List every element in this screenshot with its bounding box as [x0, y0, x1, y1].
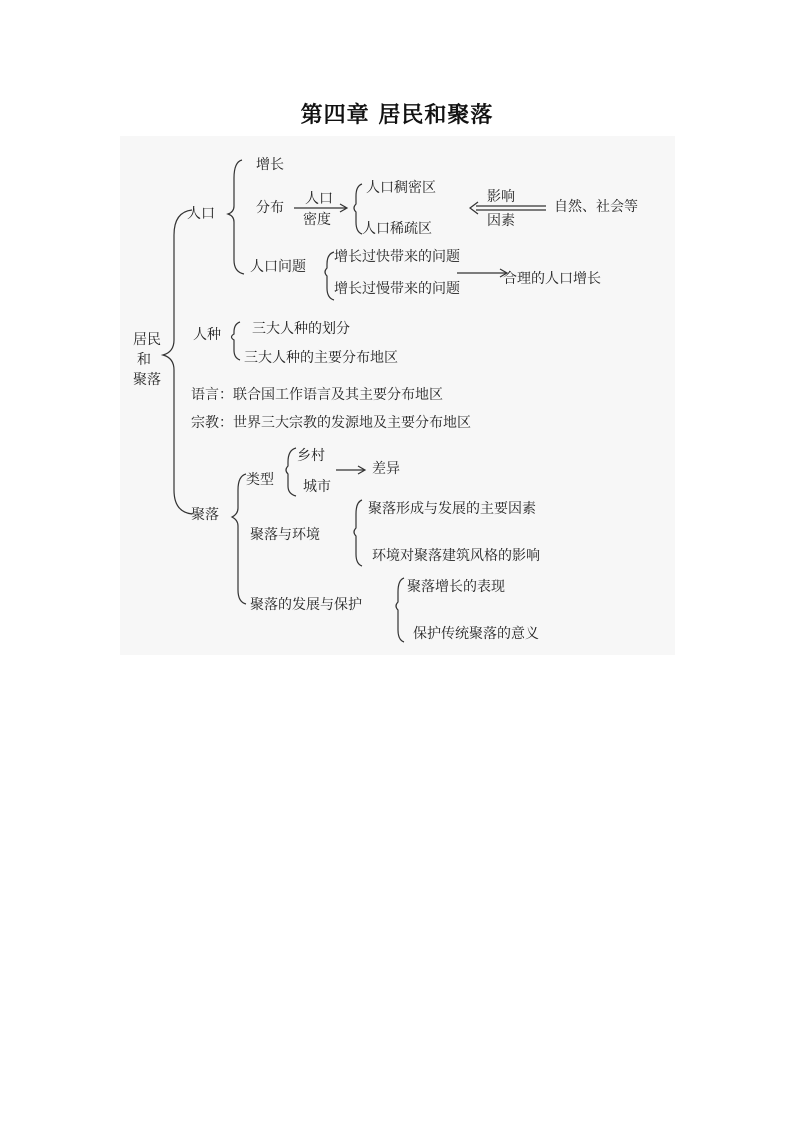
factors-bottom-label: 因素: [487, 213, 515, 229]
distribution-brace: [354, 184, 362, 234]
development-node: 聚落的发展与保护: [250, 597, 362, 613]
settlement-brace: [232, 474, 246, 604]
problem-fast-node: 增长过快带来的问题: [334, 249, 460, 265]
environment-item-2: 环境对聚落建筑风格的影响: [372, 548, 540, 564]
growth-node: 增长: [256, 157, 284, 173]
settlement-node: 聚落: [191, 507, 219, 523]
problem-slow-node: 增长过慢带来的问题: [334, 281, 460, 297]
sparse-area-node: 人口稀疏区: [362, 221, 432, 237]
page-title: 第四章 居民和聚落: [300, 103, 494, 128]
problems-brace: [325, 252, 334, 300]
root-node: [133, 330, 165, 390]
city-node: 城市: [303, 479, 331, 495]
root-line-2: 和: [137, 352, 151, 368]
religion-node: 宗教：世界三大宗教的发源地及主要分布地区: [191, 415, 471, 431]
environment-node: 聚落与环境: [250, 527, 320, 543]
root-line-1: 居民: [133, 332, 161, 348]
environment-item-1: 聚落形成与发展的主要因素: [368, 501, 536, 517]
language-node: 语言：联合国工作语言及其主要分布地区: [191, 387, 443, 403]
distribution-node: 分布: [256, 200, 284, 216]
factors-arrowhead: [470, 202, 478, 214]
population-node: 人口: [187, 206, 215, 222]
population-brace: [228, 160, 244, 274]
factors-top-label: 影响: [487, 189, 515, 205]
problem-result-node: 合理的人口增长: [503, 271, 601, 287]
development-brace: [396, 578, 404, 642]
development-item-1: 聚落增长的表现: [407, 579, 505, 595]
settlement-types-node: 类型: [246, 472, 274, 488]
root-line-3: 聚落: [133, 372, 161, 388]
village-node: 乡村: [297, 448, 325, 464]
factors-result-node: 自然、社会等: [554, 199, 638, 215]
dense-area-node: 人口稠密区: [366, 180, 436, 196]
distribution-arrow-top-label: 人口: [305, 191, 333, 207]
root-brace: [163, 210, 192, 514]
environment-brace: [354, 500, 362, 566]
race-brace: [232, 322, 241, 360]
types-brace: [286, 448, 296, 496]
race-item-1: 三大人种的划分: [252, 321, 350, 337]
development-item-2: 保护传统聚落的意义: [413, 626, 539, 642]
difference-node: 差异: [372, 461, 400, 477]
distribution-arrow-bottom-label: 密度: [303, 212, 331, 228]
race-item-2: 三大人种的主要分布地区: [244, 350, 398, 366]
problems-node: 人口问题: [250, 259, 306, 275]
race-node: 人种: [193, 327, 221, 343]
